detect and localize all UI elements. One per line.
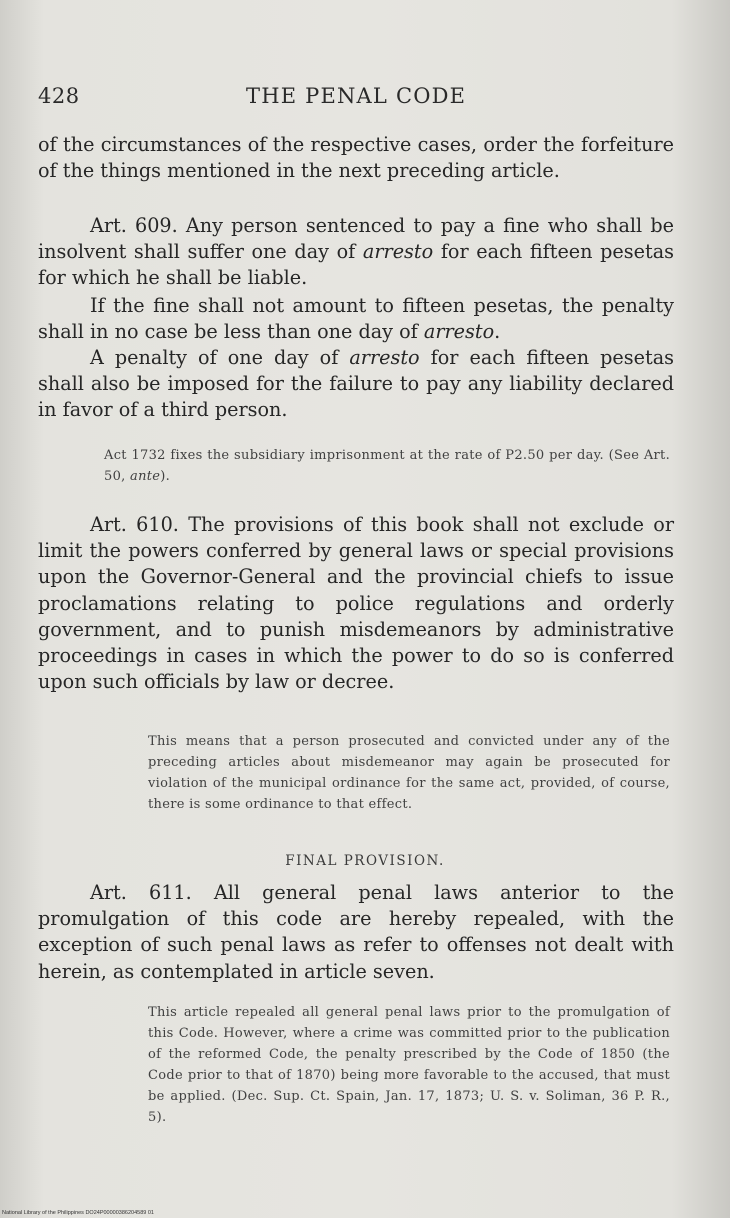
page-number: 428 [38,84,80,108]
article-609-note: Act 1732 fixes the subsidiary imprisonment at the rate of P2.50 per day. (See Art. 50, ante). [104,448,670,484]
scan-source-footer: National Library of the Philippines DO24P00000386204589 01 [2,1210,154,1216]
article-611-paragraph: Art. 611. All general penal laws anterior to the promulgation of this code are hereby repealed, with the exception of such penal laws as refer to offenses not dealt with herein, as contemplated in article seven. [38,881,674,983]
article-610-note: This means that a person prosecuted and convicted under any of the preceding articles about misdemeanor may again be prosecuted for violation of the municipal ordinance for the same act, provided, of course, there is some ordinance to that effect. [148,734,670,812]
article-609-second-paragraph: If the fine shall not amount to fifteen pesetas, the penalty shall in no case be less than one day of arresto. [38,294,674,344]
article-611-note: This article repealed all general penal laws prior to the promulgation of this Code. However, where a crime was committed prior to the publication of the reformed Code, the penalty prescribed by the Code of 1850 (the Code prior to that of 1870) being more favorable to the accused, that must be applied. (Dec. Sup. Ct. Spain, Jan. 17, 1873; U. S. v. Soliman, 36 P. R., 5). [148,1005,670,1125]
article-609-paragraph: Art. 609. Any person sentenced to pay a fine who shall be insolvent shall suffer one day of arresto for each fifteen pesetas for which he shall be liable. [38,214,674,290]
running-title: THE PENAL CODE [246,84,467,108]
article-609-third-paragraph: A penalty of one day of arresto for each fifteen pesetas shall also be imposed for the failure to pay any liability declared in favor of a third person. [38,346,674,422]
final-provision-heading: FINAL PROVISION. [285,853,445,869]
continuation-paragraph: of the circumstances of the respective cases, order the forfeiture of the things mentioned in the next preceding article. [38,133,674,183]
article-610-paragraph: Art. 610. The provisions of this book shall not exclude or limit the powers conferred by general laws or special provisions upon the Governor-General and the provincial chiefs to issue proclamations relating to police regulations and orderly government, and to punish misdemeanors by administrative proceedings in cases in which the power to do so is conferred upon such officials by law or decree. [38,513,674,694]
page-header [38,84,692,114]
